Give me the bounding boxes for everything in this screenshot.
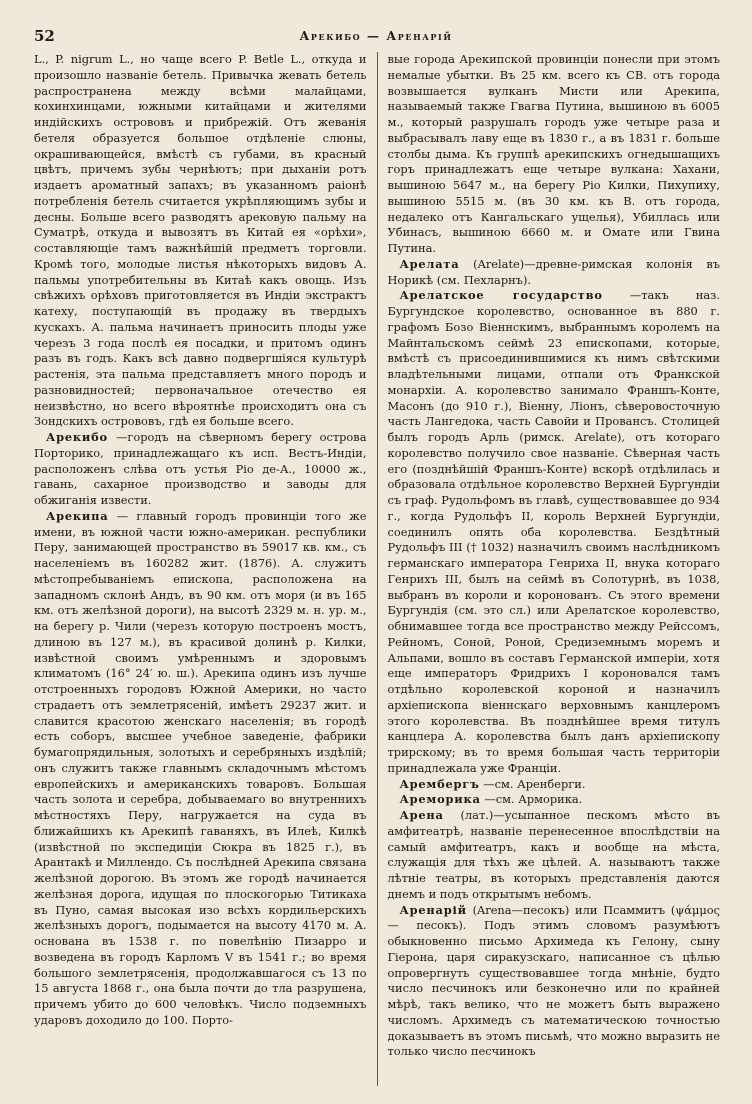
entry-headword: Арембергъ [399,776,480,791]
article-entry [388,777,721,793]
entry-text: — главный городъ провинціи того же имени, въ южной части южно-американ. республики Перу, занимающей пространство въ 59017 кв. км., съ населеніемъ въ 160282 жит. (1876). А. служитъ мѣстопребываніемъ епископа, расположена на западномъ склонѣ Андъ, въ 90 км. отъ моря (и въ 165 км. отъ желѣзной дороги), на высотѣ 2329 м. н. ур. м., на берегу р. Чили (черезъ которую построенъ мостъ, длиною въ 127 м.), въ красивой долинѣ р. Килки, извѣстной своимъ умѣреннымъ и здоровымъ климатомъ (16° 24′ ю. ш.). Арекипа одинъ изъ лучше отстроенныхъ городовъ Южной Америки, но часто страдаетъ отъ землетрясеній, имѣетъ 29237 жит. и славится красотою женскаго населенія; въ городѣ есть соборъ, высшее учебное заведеніе, фабрики бумагопрядильныя, золотыхъ и серебряныхъ издѣлій; онъ служитъ также главнымъ складочнымъ мѣстомъ европейскихъ и американскихъ товаровъ. Большая часть золота и серебра, добываемаго во внутреннихъ мѣстностяхъ Перу, нагружается на суда въ ближайшихъ къ Арекипѣ гаваняхъ, въ Илеѣ, Килкѣ (извѣстной по экспедиціи Сюкра въ 1825 г.), въ Арантакѣ и Миллендо. Съ послѣдней Арекипа связана желѣзной дорогою. Въ этомъ же городѣ начинается желѣзная дорога, идущая по плоскогорью Титикаха въ Пуно, самая высокая изо всѣхъ кордильерскихъ желѣзныхъ дорогъ, подымается на высоту 4170 м. А. основана въ 1538 г. по повелѣнію Пизарро и возведена въ городъ Карломъ V въ 1541 г.; во время большого землетрясенія, продолжавшагося съ 13 по 15 августа 1868 г., она была почти до тла разрушена, причемъ убито до 600 человѣкъ. Число подземныхъ ударовъ доходило до 100. Порто- [34,508,367,1027]
article-entry [388,288,721,776]
entry-text: (Arena—песокъ) или Псаммитъ (ψάμμος — песокъ). Подъ этимъ словомъ разумѣютъ обыкновенно письмо Архимеда къ Гелону, сыну Гіерона, царя сиракузскаго, написанное съ цѣлью опровергнуть существовавшее тогда мнѣніе, будто число песчинокъ или безконечно или по крайней мѣрѣ, такъ велико, что не можетъ быть выражено числомъ. Архимедъ съ математическою точностью доказываетъ въ этомъ письмѣ, что можно выразить не только число песчинокъ [387,902,720,1059]
article-entry [388,903,721,1061]
entry-text: (лат.)—усыпанное пескомъ мѣсто въ амфитеатрѣ, названіе перенесенное впослѣдствіи на самый амфитеатръ, какъ и вообще на мѣста, служащія для тѣхъ же цѣлей. А. называютъ также лѣтніе театры, въ которыхъ представленія даются днемъ и подъ открытымъ небомъ. [387,808,720,901]
entry-text: —см. Арморика. [484,792,583,807]
entry-headword: Ареморика [399,792,481,807]
article-entry [34,509,367,1029]
entry-text: вые города Арекипской провинціи понесли при этомъ немалые убытки. Въ 25 км. всего къ СВ. отъ города возвышается вулканъ Мисти или Арекипа, называемый также Гвагва Путина, вышиною въ 6005 м., который разрушалъ городъ уже четыре раза и выбрасывалъ лаву еще въ 1830 г., а въ 1831 г. больше столбы дыма. Къ группѣ арекипскихъ огнедышащихъ горъ принадлежатъ еще четыре вулкана: Хахани, вышиною 5647 м., на берегу Ріо Килки, Пихупиху, вышиною 5515 м. (въ 30 км. къ В. отъ города, недалеко отъ Кангальскаго ущелья), Убиллась или Убинасъ, вышиною 6660 м. и Омате или Гвина Путина. [387,52,720,255]
entry-headword: Арелатское государство [399,288,603,303]
article-entry [34,430,367,509]
running-title: Арекибо — Аренарій [299,29,453,43]
entry-text: L., P. nigrum L., но чаще всего P. Betle L., откуда и произошло названіе бетель. Привычка жевать бетель распространена между всѣми малайцами, кохинхинцами, южными китайцами и жителями индійскихъ острововъ и прибрежій. Отъ жеванія бетеля образуется большое отдѣленіе слюны, окрашивающейся, вмѣстѣ съ губами, въ красный цвѣтъ, причемъ зубы чернѣютъ; при дыханіи ротъ издаетъ ароматный запахъ; въ указанномъ раіонѣ потребленія бетель считается укрѣпляющимъ зубы и десны. Больше всего разводятъ арековую пальму на Суматрѣ, откуда и вывозятъ въ Китай ея «орѣхи», составляющіе тамъ важнѣйшій предметъ торговли. Кромѣ того, молодые листья нѣкоторыхъ видовъ А. пальмы употребительны въ Китаѣ какъ овощь. Изъ свѣжихъ орѣховъ приготовляется въ Индіи экстрактъ катеху, поступающій въ продажу въ твердыхъ кускахъ. А. пальма начинаетъ приносить плоды уже черезъ 3 года послѣ ея посадки, и притомъ одинъ разъ въ годъ. Какъ всѣ давно подвергшіяся культурѣ растенія, эта пальма представляетъ много породъ и разновидностей; первоначальное отечество ея неизвѣстно, но всего вѣроятнѣе происходитъ она съ Зондскихъ острововъ, гдѣ ея больше всего. [34,52,367,429]
entry-headword: Арелата [399,256,460,271]
text-columns [34,52,720,1086]
article-entry [388,792,721,808]
entry-text: —см. Аренберги. [483,776,586,791]
continued-text [388,52,721,257]
entry-headword: Аренарій [399,902,467,917]
page-number: 52 [34,27,55,45]
entry-text: —такъ наз. Бургундское королевство, основанное въ 880 г. графомъ Бозо Віеннскимъ, выбраннымъ королемъ на Майнтальскомъ сеймѣ 23 епископами, которые, вмѣстѣ съ присоединившимися къ нимъ свѣтскими владѣтельными лицами, отпали отъ Франкской монархіи. А. королевство занимало Франшъ-Конте, Масонъ (до 910 г.), Віенну, Ліонъ, сѣверовосточную часть Лангедока, часть Савойи и Провансъ. Столицей былъ городъ Арль (римск. Arelate), отъ котораго королевство получило свое названіе. Сѣверная часть его (позднѣйшій Франшъ-Конте) вскорѣ отдѣлилась и образовала отдѣльное королевство Верхней Бургундіи съ граф. Рудольфомъ въ главѣ, существовавшее до 934 г., когда Рудольфъ II, король Верхней Бургундіи, соединилъ опять оба королевства. Бездѣтный Рудольфъ III († 1032) назначилъ своимъ наслѣдникомъ германскаго императора Генриха II, внука котораго Генрихъ III, былъ на сеймѣ въ Солотурнѣ, въ 1038, выбранъ въ короли и коронованъ. Съ этого времени Бургундія (см. это сл.) или Арелатское королевство, обнимавшее тогда все пространство между Рейссомъ, Рейномъ, Соной, Роной, Средиземнымъ моремъ и Альпами, вошло въ составъ Германской имперіи, хотя еще императоръ Фридрихъ I короновался тамъ отдѣльно королевской короной и назначилъ архіепископа віеннскаго верховнымъ канцлеромъ этого королевства. Въ позднѣйшее время титулъ канцлера А. королевства былъ данъ архіепископу трирскому; въ то время большая часть территоріи принадлежала уже Франціи. [387,288,720,775]
right-column [378,52,721,1086]
continued-text [34,52,367,430]
entry-headword: Арекипа [46,508,109,523]
entry-headword: Арена [399,808,444,822]
article-entry [388,808,721,903]
entry-text: (Arelate)—древне-римская колонія въ Норикѣ (см. Пехларнъ). [387,256,720,287]
entry-text: —городъ на сѣверномъ берегу острова Порторико, принадлежащаго къ исп. Вестъ-Индіи, расположенъ слѣва отъ устья Ріо де-А., 10000 ж., гавань, сахарное производство и заводы для обжиганія извести. [34,430,367,507]
entry-headword: Арекибо [46,430,108,444]
left-column [34,52,378,1086]
page-header [34,24,718,48]
article-entry [388,257,721,289]
